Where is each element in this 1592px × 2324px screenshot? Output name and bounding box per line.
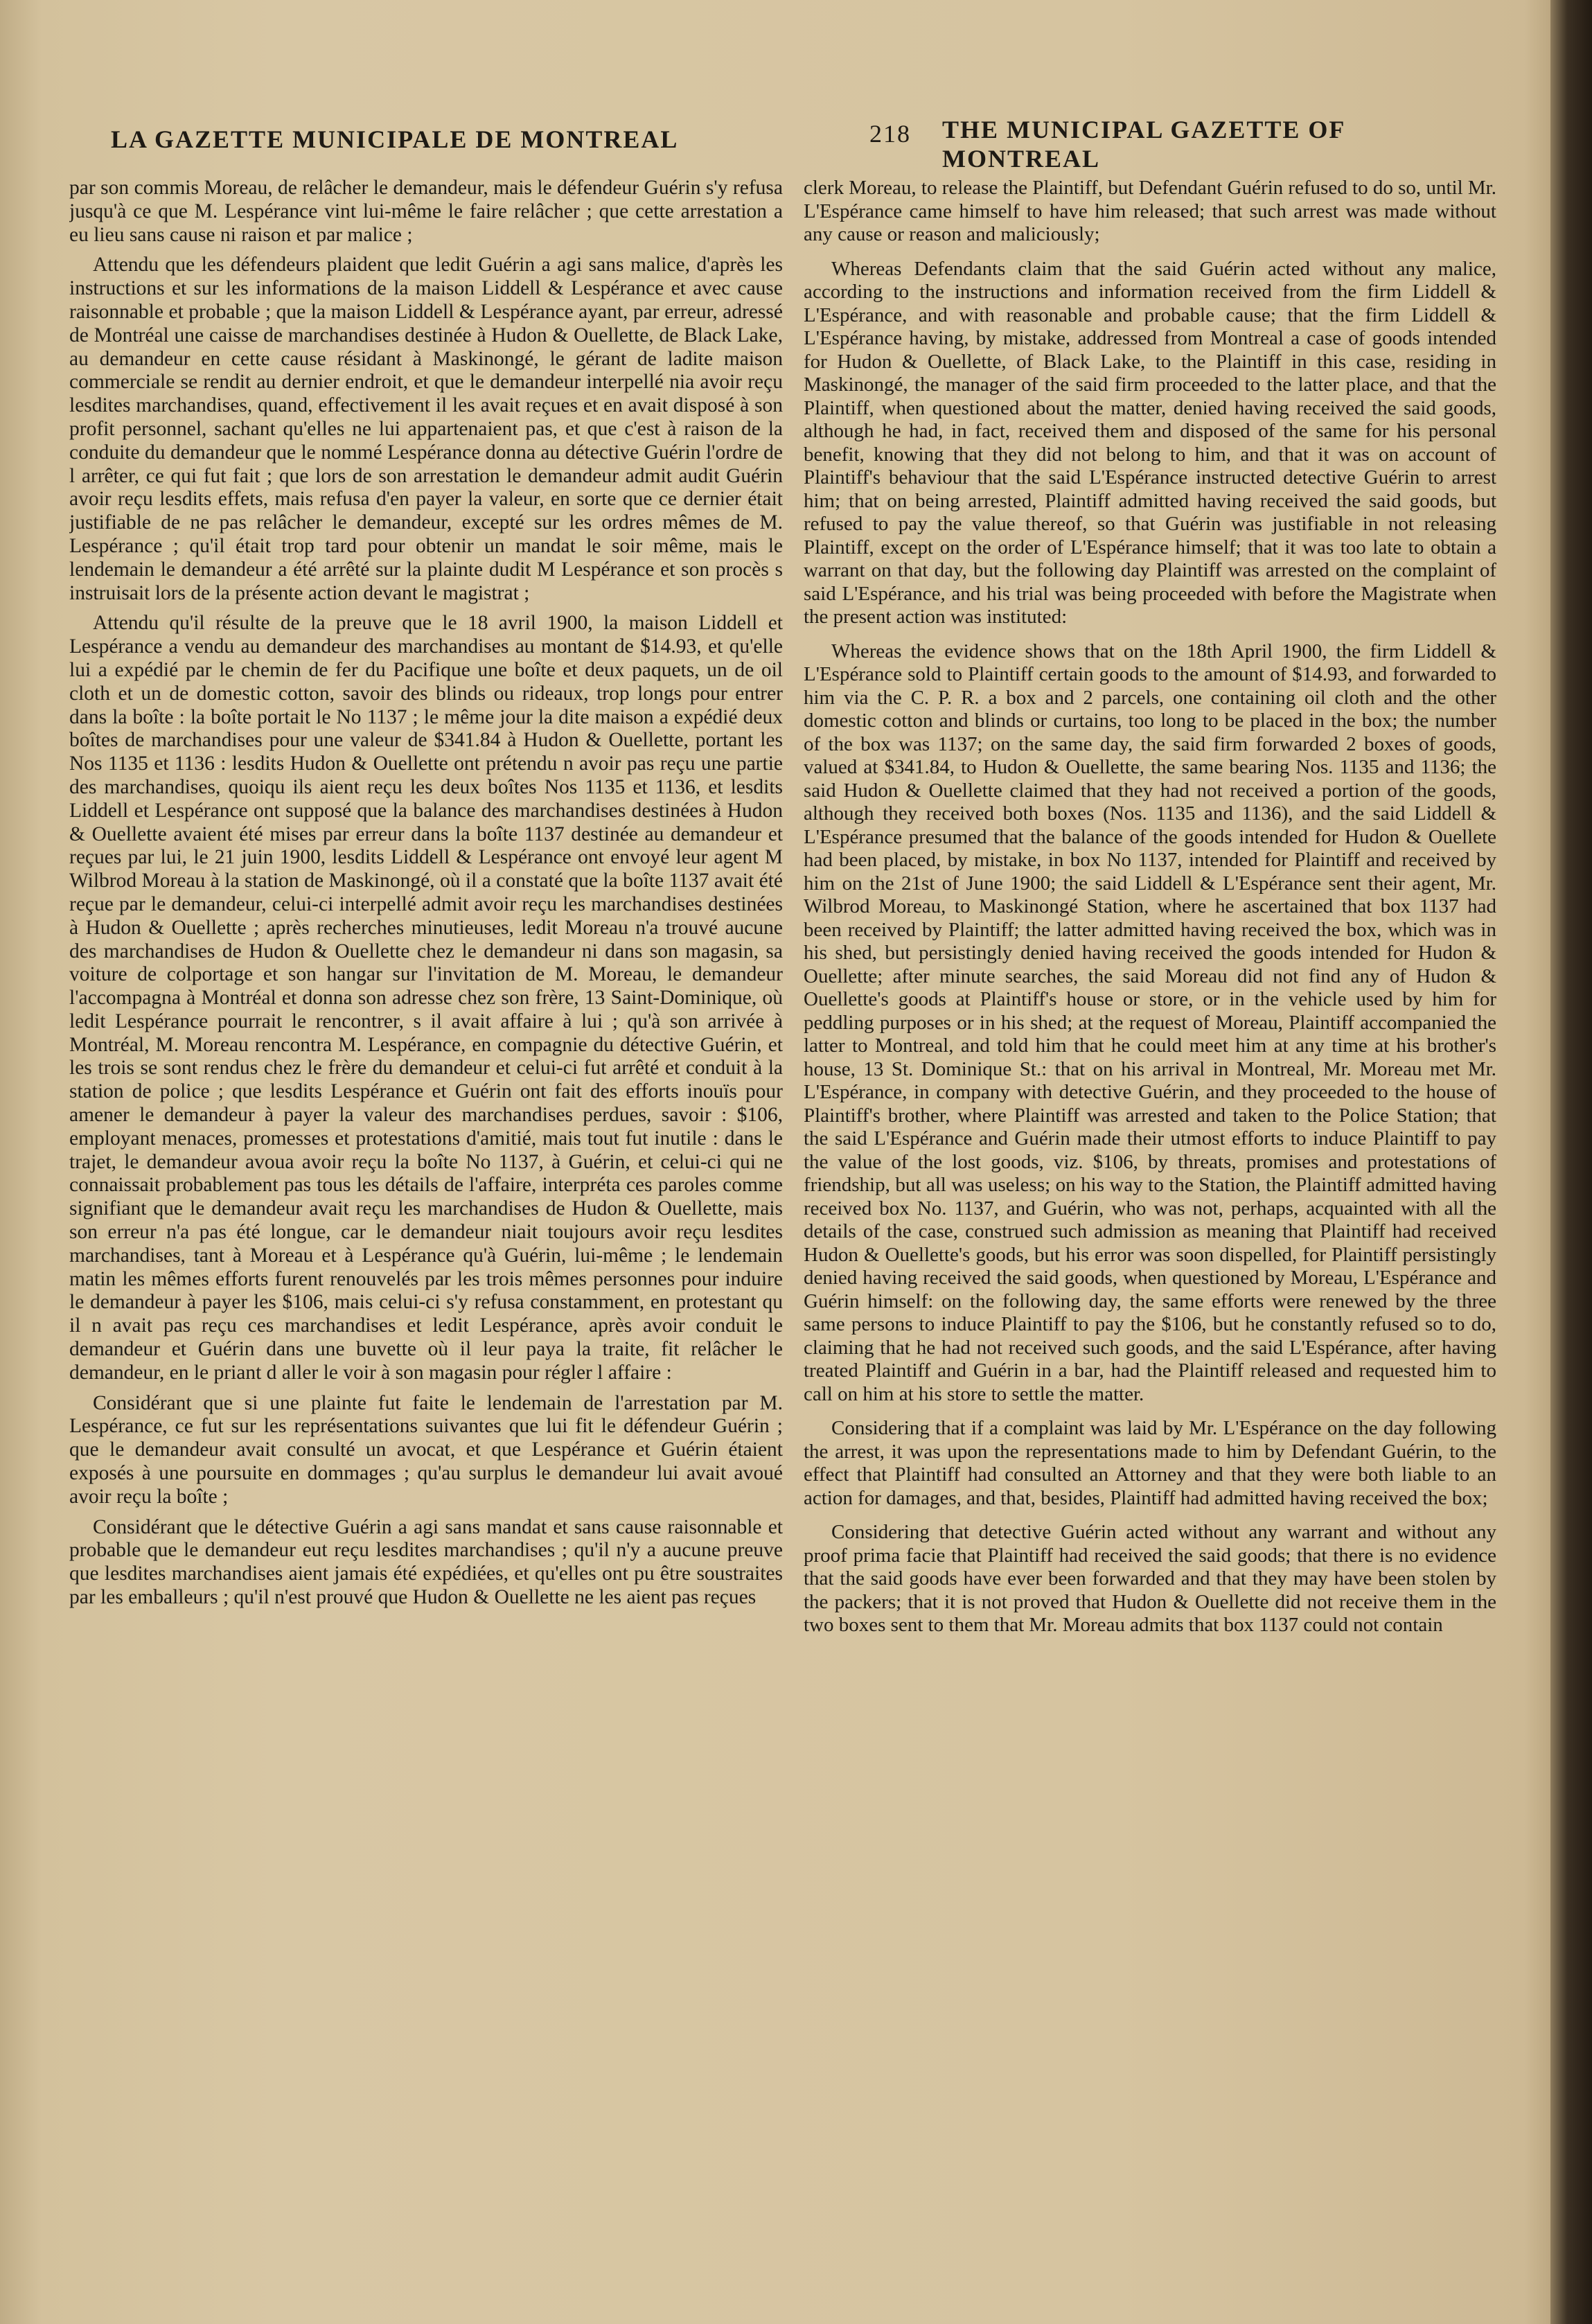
header-title-english: THE MUNICIPAL GAZETTE OF MONTREAL — [942, 116, 1345, 173]
french-paragraph: Considérant que si une plainte fut faite le lendemain de l'arrestation par M. Lespérance, ce fut sur les représentations suivantes que lui fit le défendeur Guérin ; que le demandeur avait consulté un avocat, et que Lespérance et Guérin étaient exposés à une poursuite en dommages ; qu'au surplus le demandeur lui avait avoué avoir reçu la boîte ; — [69, 1391, 783, 1508]
english-paragraph: Whereas Defendants claim that the said Guérin acted without any malice, according to the instructions and information received from the firm Liddell & L'Espérance, and with reasonable and probable cause; that the firm Liddell & L'Espérance having, by mistake, addressed from Montreal a case of goods intended for Hudon & Ouellette, of Black Lake, to the Plaintiff in this case, residing in Maskinongé, the manager of the said firm proceeded to the latter place, and that the Plaintiff, when questioned about the matter, denied having received the said goods, although he had, in fact, received them and disposed of the same for his personal benefit, knowing that they did not belong to him, and that it was on account of Plaintiff's behaviour that the said L'Espérance instructed detective Guérin to arrest him; that on being arrested, Plaintiff admitted having received the said goods, but refused to pay the value thereof, so that Guérin was justifiable in not releasing Plaintiff, except on the order of L'Espérance himself; that it was too late to obtain a warrant on that day, but the following day Plaintiff was arrested on the complaint of said L'Espérance, and his trial was being proceeded with before the Magistrate when the present action was instituted: — [804, 257, 1496, 628]
french-paragraph: Considérant que le détective Guérin a agi sans mandat et sans cause raisonnable et probable que le demandeur eut reçu lesdites marchandises ; qu'il n'y a aucune preuve que lesdites marchandises aient jamais été expédiées, et qu'elles ont pu être soustraites par les emballeurs ; qu'il n'est prouvé que Hudon & Ouellette ne les aient pas reçues — [69, 1515, 783, 1609]
french-paragraph: Attendu que les défendeurs plaident que ledit Guérin a agi sans malice, d'après les instructions et sur les informations de la maison Liddell & Lespérance et avec cause raisonnable et probable ; que la maison Liddell & Lespérance ayant, par erreur, adressé de Montréal une caisse de marchandises destinée à Hudon & Ouellette, de Black Lake, au demandeur en cette cause résidant à Maskinongé, le gérant de ladite maison commerciale se rendit au dernier endroit, et que le demandeur interpellé nia avoir reçu lesdites marchandises, quand, effectivement il les avait reçues et en avait disposé à son profit personnel, sachant qu'elles ne lui appartenaient pas, et que c'est à raison de la conduite du demandeur que le nommé Lespérance donna au détective Guérin l'ordre de l arrêter, ce qui fut fait ; que lors de son arrestation le demandeur admit audit Guérin avoir reçu lesdits effets, mais refusa d'en payer la valeur, en sorte que ce dernier était justifiable de ne pas relâcher le demandeur, excepté sur les ordres mêmes de M. Lespérance ; qu'il était trop tard pour obtenir un mandat le soir même, mais le lendemain le demandeur a été arrêté sur la plainte dudit M Lespérance et son procès s instruisait lors de la présente action devant le magistrat ; — [69, 254, 783, 604]
english-column — [804, 177, 1496, 2297]
english-paragraph: Considering that if a complaint was laid by Mr. L'Espérance on the day following the arrest, it was upon the representations made to him by Defendant Guérin, to the effect that Plaintiff had consulted an Attorney and that they were both liable to an action for damages, and that, besides, Plaintiff had admitted having received the box; — [804, 1417, 1496, 1509]
binding-spine — [1550, 0, 1592, 2324]
french-column — [69, 177, 783, 2297]
french-paragraph: Attendu qu'il résulte de la preuve que le 18 avril 1900, la maison Liddell et Lespérance a vendu au demandeur des marchandises au montant de $14.93, et qu'elle lui a expédié par le chemin de fer du Pacifique une boîte et deux paquets, un de oil cloth et un de domestic cotton, savoir des blinds ou rideaux, trop longs pour entrer dans la boîte : la boîte portait le No 1137 ; le même jour la dite maison a expédié deux boîtes de marchandises pour une valeur de $341.84 à Hudon & Ouellette, portant les Nos 1135 et 1136 : lesdits Hudon & Ouellette ont prétendu n avoir pas reçu une partie des marchandises, quoiqu ils aient reçu les deux boîtes Nos 1135 et 1136, et lesdits Liddell et Lespérance ont supposé que la balance des marchandises destinées à Hudon & Ouellette avaient été mises par erreur dans la boîte 1137 destinée au demandeur et reçues par lui, le 21 juin 1900, lesdits Liddell & Lespérance ont envoyé leur agent M Wilbrod Moreau à la station de Maskinongé, où il a constaté que la boîte 1137 avait été reçue par le demandeur, celui-ci interpellé admit avoir reçu les marchandises destinées à Hudon & Ouellette ; après recherches minutieuses, ledit Moreau n'a trouvé aucune des marchandises de Hudon & Ouellette chez le demandeur ni dans son magasin, sa voiture de colportage et son hangar sur l'invitation de M. Moreau, le demandeur l'accompagna à Montréal et donna son adresse chez son frère, 13 Saint-Dominique, où ledit Lespérance pourrait le rencontrer, s il avait affaire à lui ; qu'à son arrivée à Montréal, M. Moreau rencontra M. Lespérance, en compagnie du détective Guérin, et les trois se sont rendus chez le frère du demandeur et celui-ci fut arrêté et conduit à la station de police ; que lesdits Lespérance et Guérin ont fait des efforts inouïs pour amener le demandeur à payer la valeur des marchandises perdues, savoir : $106, employant menaces, promesses et protestations d'amitié, mais tout fut inutile : dans le trajet, le demandeur avoua avoir reçu la boîte No 1137, à Guérin, et celui-ci qui ne connaissait probablement pas tous les détails de l'affaire, interpréta ces paroles comme signifiant que le demandeur avait reçu les marchandises de Hudon & Ouellette, mais son erreur n'a pas été longue, car le demandeur niait toujours avoir reçu lesdites marchandises, tant à Moreau et à Lespérance qu'à Guérin, lui-même ; le lendemain matin les mêmes efforts furent renouvelés par les trois mêmes personnes pour induire le demandeur à payer les $106, mais celui-ci s'y refusa constamment, en protestant qu il n avait pas reçu ces marchandises et ledit Lespérance, après avoir conduit le demandeur et Guérin dans une buvette où il leur paya la traite, fit relâcher le demandeur, en le priant d aller le voir à son magasin pour régler l affaire : — [69, 612, 783, 1384]
english-paragraph: clerk Moreau, to release the Plaintiff, but Defendant Guérin refused to do so, until Mr. L'Espérance came himself to have him released; that such arrest was made without any cause or reason and maliciously; — [804, 177, 1496, 245]
page-header — [104, 111, 1469, 173]
header-title-french: LA GAZETTE MUNICIPALE DE MONTREAL — [111, 125, 679, 153]
french-paragraph: par son commis Moreau, de relâcher le demandeur, mais le défendeur Guérin s'y refusa jusqu'à ce que M. Lespérance vint lui-même le faire relâcher ; que cette arrestation a eu lieu sans cause ni raison et par malice ; — [69, 177, 783, 246]
page-number: 218 — [869, 120, 911, 148]
english-paragraph: Whereas the evidence shows that on the 18th April 1900, the firm Liddell & L'Espérance sold to Plaintiff certain goods to the amount of $14.93, and forwarded to him via the C. P. R. a box and 2 parcels, one containing oil cloth and the other domestic cotton and blinds or curtains, too long to be placed in the box; the number of the box was 1137; on the same day, the said firm forwarded 2 boxes of goods, valued at $341.84, to Hudon & Ouellette, the same bearing Nos. 1135 and 1136; the said Hudon & Ouellette claimed that they had not received a portion of the goods, although they received both boxes (Nos. 1135 and 1136), and the said Liddell & L'Espérance presumed that the balance of the goods intended for Hudon & Ouellete had been placed, by mistake, in box No 1137, intended for Plaintiff and received by him on the 21st of June 1900; the said Liddell & L'Espérance sent their agent, Mr. Wilbrod Moreau, to Maskinongé Station, where he ascertained that box 1137 had been received by Plaintiff; the latter admitted having received the box, which was in his shed, but persistingly denied having received the goods intended for Hudon & Ouellette; after minute searches, the said Moreau did not find any of Hudon & Ouellette's goods at Plaintiff's house or store, or in the vehicle used by him for peddling purposes or in his shed; at the request of Moreau, Plaintiff accompanied the latter to Montreal, and told him that he could meet him at any time at his brother's house, 13 St. Dominique St.: that on his arrival in Montreal, Mr. Moreau met Mr. L'Espérance, in company with detective Guérin, and they proceeded to the house of Plaintiff's brother, where Plaintiff was arrested and taken to the Police Station; that the said L'Espérance and Guérin made their utmost efforts to induce Plaintiff to pay the value of the lost goods, viz. $106, by threats, promises and protestations of friendship, but all was useless; on his way to the Station, the Plaintiff admitted having received box No. 1137, and Guérin, who was not, perhaps, acquainted with all the details of the case, construed such admission as meaning that Plaintiff had received Hudon & Ouellette's goods, but his error was soon dispelled, for Plaintiff persistingly denied having received the said goods, when questioned by Moreau, L'Espérance and Guérin himself: on the following day, the same efforts were renewed by the three same persons to induce Plaintiff to pay the $106, but he constantly refused so to do, claiming that he had not received such goods, and the said L'Espérance, after having treated Plaintiff and Guérin in a bar, had the Plaintiff released and requested him to call on him at his store to settle the matter. — [804, 640, 1496, 1405]
english-paragraph: Considering that detective Guérin acted without any warrant and without any proof prima facie that Plaintiff had received the said goods; that there is no evidence that the said goods have ever been forwarded and that they may have been stolen by the packers; that it is not proved that Hudon & Ouellette did not receive them in the two boxes sent to them that Mr. Moreau admits that box 1137 could not contain — [804, 1521, 1496, 1636]
